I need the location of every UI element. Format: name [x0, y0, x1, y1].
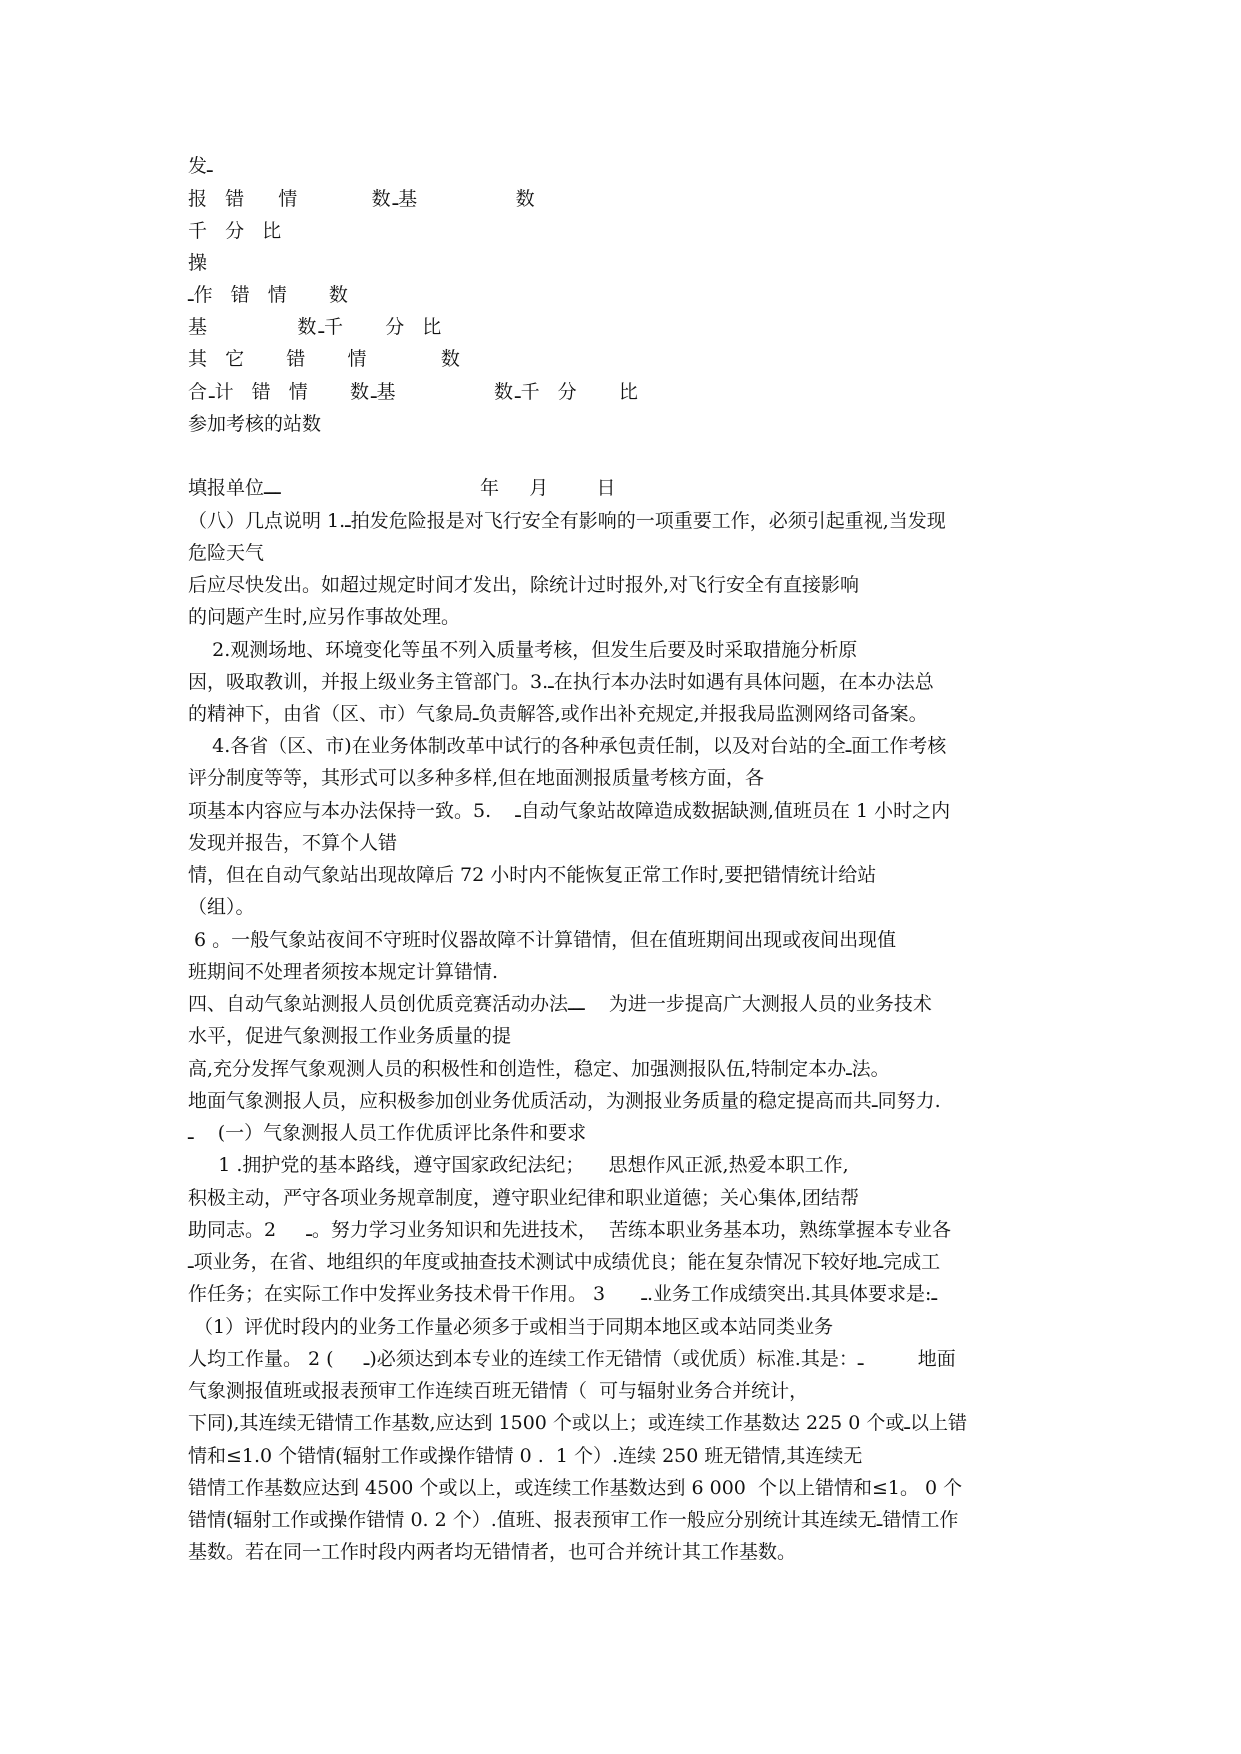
table-row-label: ـ作 错 情 数 — [188, 284, 350, 306]
section-heading-line: 四、自动气象站测报人员创优质竞赛活动办法ـــ 为进一步提高广大测报人员的业务技术 — [188, 993, 932, 1015]
table-row-label: 参加考核的站数 — [188, 413, 322, 435]
paragraph-line: 6 。一般气象站夜间不守班时仪器故障不计算错情，但在值班期间出现或夜间出现值 — [188, 929, 897, 951]
paragraph-line: 班期间不处理者须按本规定计算错情. — [188, 961, 499, 983]
paragraph-line: 2.观测场地、环境变化等虽不列入质量考核，但发生后要及时采取措施分析原 — [188, 639, 858, 661]
paragraph-line: 1 .拥护党的基本路线，遵守国家政纪法纪； 思想作风正派,热爱本职工作, — [188, 1154, 849, 1176]
paragraph-line: 助同志。2 ـ。努力学习业务知识和先进技术， 苦练本职业务基本功，熟练掌握本专业各 — [188, 1219, 951, 1241]
paragraph-line: ـ项业务，在省、地组织的年度或抽查技术测试中成绩优良；能在复杂情况下较好地ـ完成工 — [188, 1251, 941, 1273]
paragraph-line: 情，但在自动气象站出现故障后 72 小时内不能恢复正常工作时,要把错情统计给站 — [188, 864, 877, 886]
paragraph-line: 水平，促进气象测报工作业务质量的提 — [188, 1025, 512, 1047]
paragraph-line: 积极主动，严守各项业务规章制度，遵守职业纪律和职业道德；关心集体,团结帮 — [188, 1187, 860, 1209]
paragraph-line: 的问题产生时,应另作事故处理。 — [188, 606, 461, 628]
table-row-label: 操 — [188, 252, 208, 274]
table-row-label: 千 分 比 — [188, 220, 284, 242]
paragraph-line: 基数。若在同一工作时段内两者均无错情者，也可合并统计其工作基数。 — [188, 1541, 797, 1563]
paragraph-line: 地面气象测报人员，应积极参加创业务优质活动，为测报业务质量的稳定提高而共ـ同努力. — [188, 1090, 941, 1112]
paragraph-line: 下同),其连续无错情工作基数,应达到 1500 个或以上；或连续工作基数达 225 0 个或ـ以上错 — [188, 1412, 967, 1434]
table-row-label: 基 数ـ千 分 比 — [188, 316, 444, 338]
paragraph-line: 后应尽快发出。如超过规定时间才发出，除统计过时报外,对飞行安全有直接影响 — [188, 574, 860, 596]
paragraph-line: 因，吸取教训，并报上级业务主管部门。3.ـ在执行本办法时如遇有具体问题，在本办法总 — [188, 671, 934, 693]
table-row-label: 合ـ计 错 情 数ـ基 数ـ千 分 比 — [188, 381, 640, 403]
paragraph-line: 评分制度等等，其形式可以多种多样,但在地面测报质量考核方面，各 — [188, 767, 765, 789]
paragraph-line: 作任务；在实际工作中发挥业务技术骨干作用。 3 ـ.业务工作成绩突出.其具体要求是:ـ — [188, 1283, 938, 1305]
paragraph-line: （1）评优时段内的业务工作量必须多于或相当于同期本地区或本站同类业务 — [188, 1316, 834, 1338]
subsection-heading-line: ـ (一）气象测报人员工作优质评比条件和要求 — [188, 1122, 587, 1144]
paragraph-line: 气象测报值班或报表预审工作连续百班无错情（ 可与辐射业务合并统计， — [188, 1380, 809, 1402]
paragraph-line: 危险天气 — [188, 542, 265, 564]
text-line: 发ـ — [188, 155, 213, 177]
paragraph-line: 错情(辐射工作或操作错情 0. 2 个）.值班、报表预审工作一般应分别统计其连续无ـ错情工作 — [188, 1509, 959, 1531]
paragraph-line: 高,充分发挥气象观测人员的积极性和创造性，稳定、加强测报队伍,特制定本办ـ法。 — [188, 1058, 890, 1080]
paragraph-line: 情和≤1.0 个错情(辐射工作或操作错情 0 . 1 个）.连续 250 班无错情,其连续无 — [188, 1445, 863, 1467]
table-row-label: 报 错 情 数ـ基 数 — [188, 188, 537, 210]
fill-unit-date-line: 填报单位ـــ 年 月 日 — [188, 477, 616, 499]
paragraph-line: 发现并报告，不算个人错 — [188, 832, 398, 854]
paragraph-line: 4.各省（区、市)在业务体制改革中试行的各种承包责任制，以及对台站的全ـ面工作考核 — [188, 735, 947, 757]
paragraph-line: 人均工作量。 2 ( ـ)必须达到本专业的连续工作无错情（或优质）标准.其是：ـ 地面 — [188, 1348, 956, 1370]
paragraph-line: （组）。 — [188, 896, 255, 918]
paragraph-line: 的精神下，由省（区、市）气象局ـ负责解答,或作出补充规定,并报我局监测网络司备案。 — [188, 703, 928, 725]
paragraph-line: 项基本内容应与本办法保持一致。5. ـ自动气象站故障造成数据缺测,值班员在 1 小时之内 — [188, 800, 951, 822]
table-row-label: 其 它 错 情 数 — [188, 348, 462, 370]
paragraph-line: 错情工作基数应达到 4500 个或以上，或连续工作基数达到 6 000 个以上错情和≤1。 0 个 — [188, 1477, 963, 1499]
paragraph-line: （八）几点说明 1.ـ拍发危险报是对飞行安全有影响的一项重要工作，必须引起重视,当发现 — [188, 510, 946, 532]
